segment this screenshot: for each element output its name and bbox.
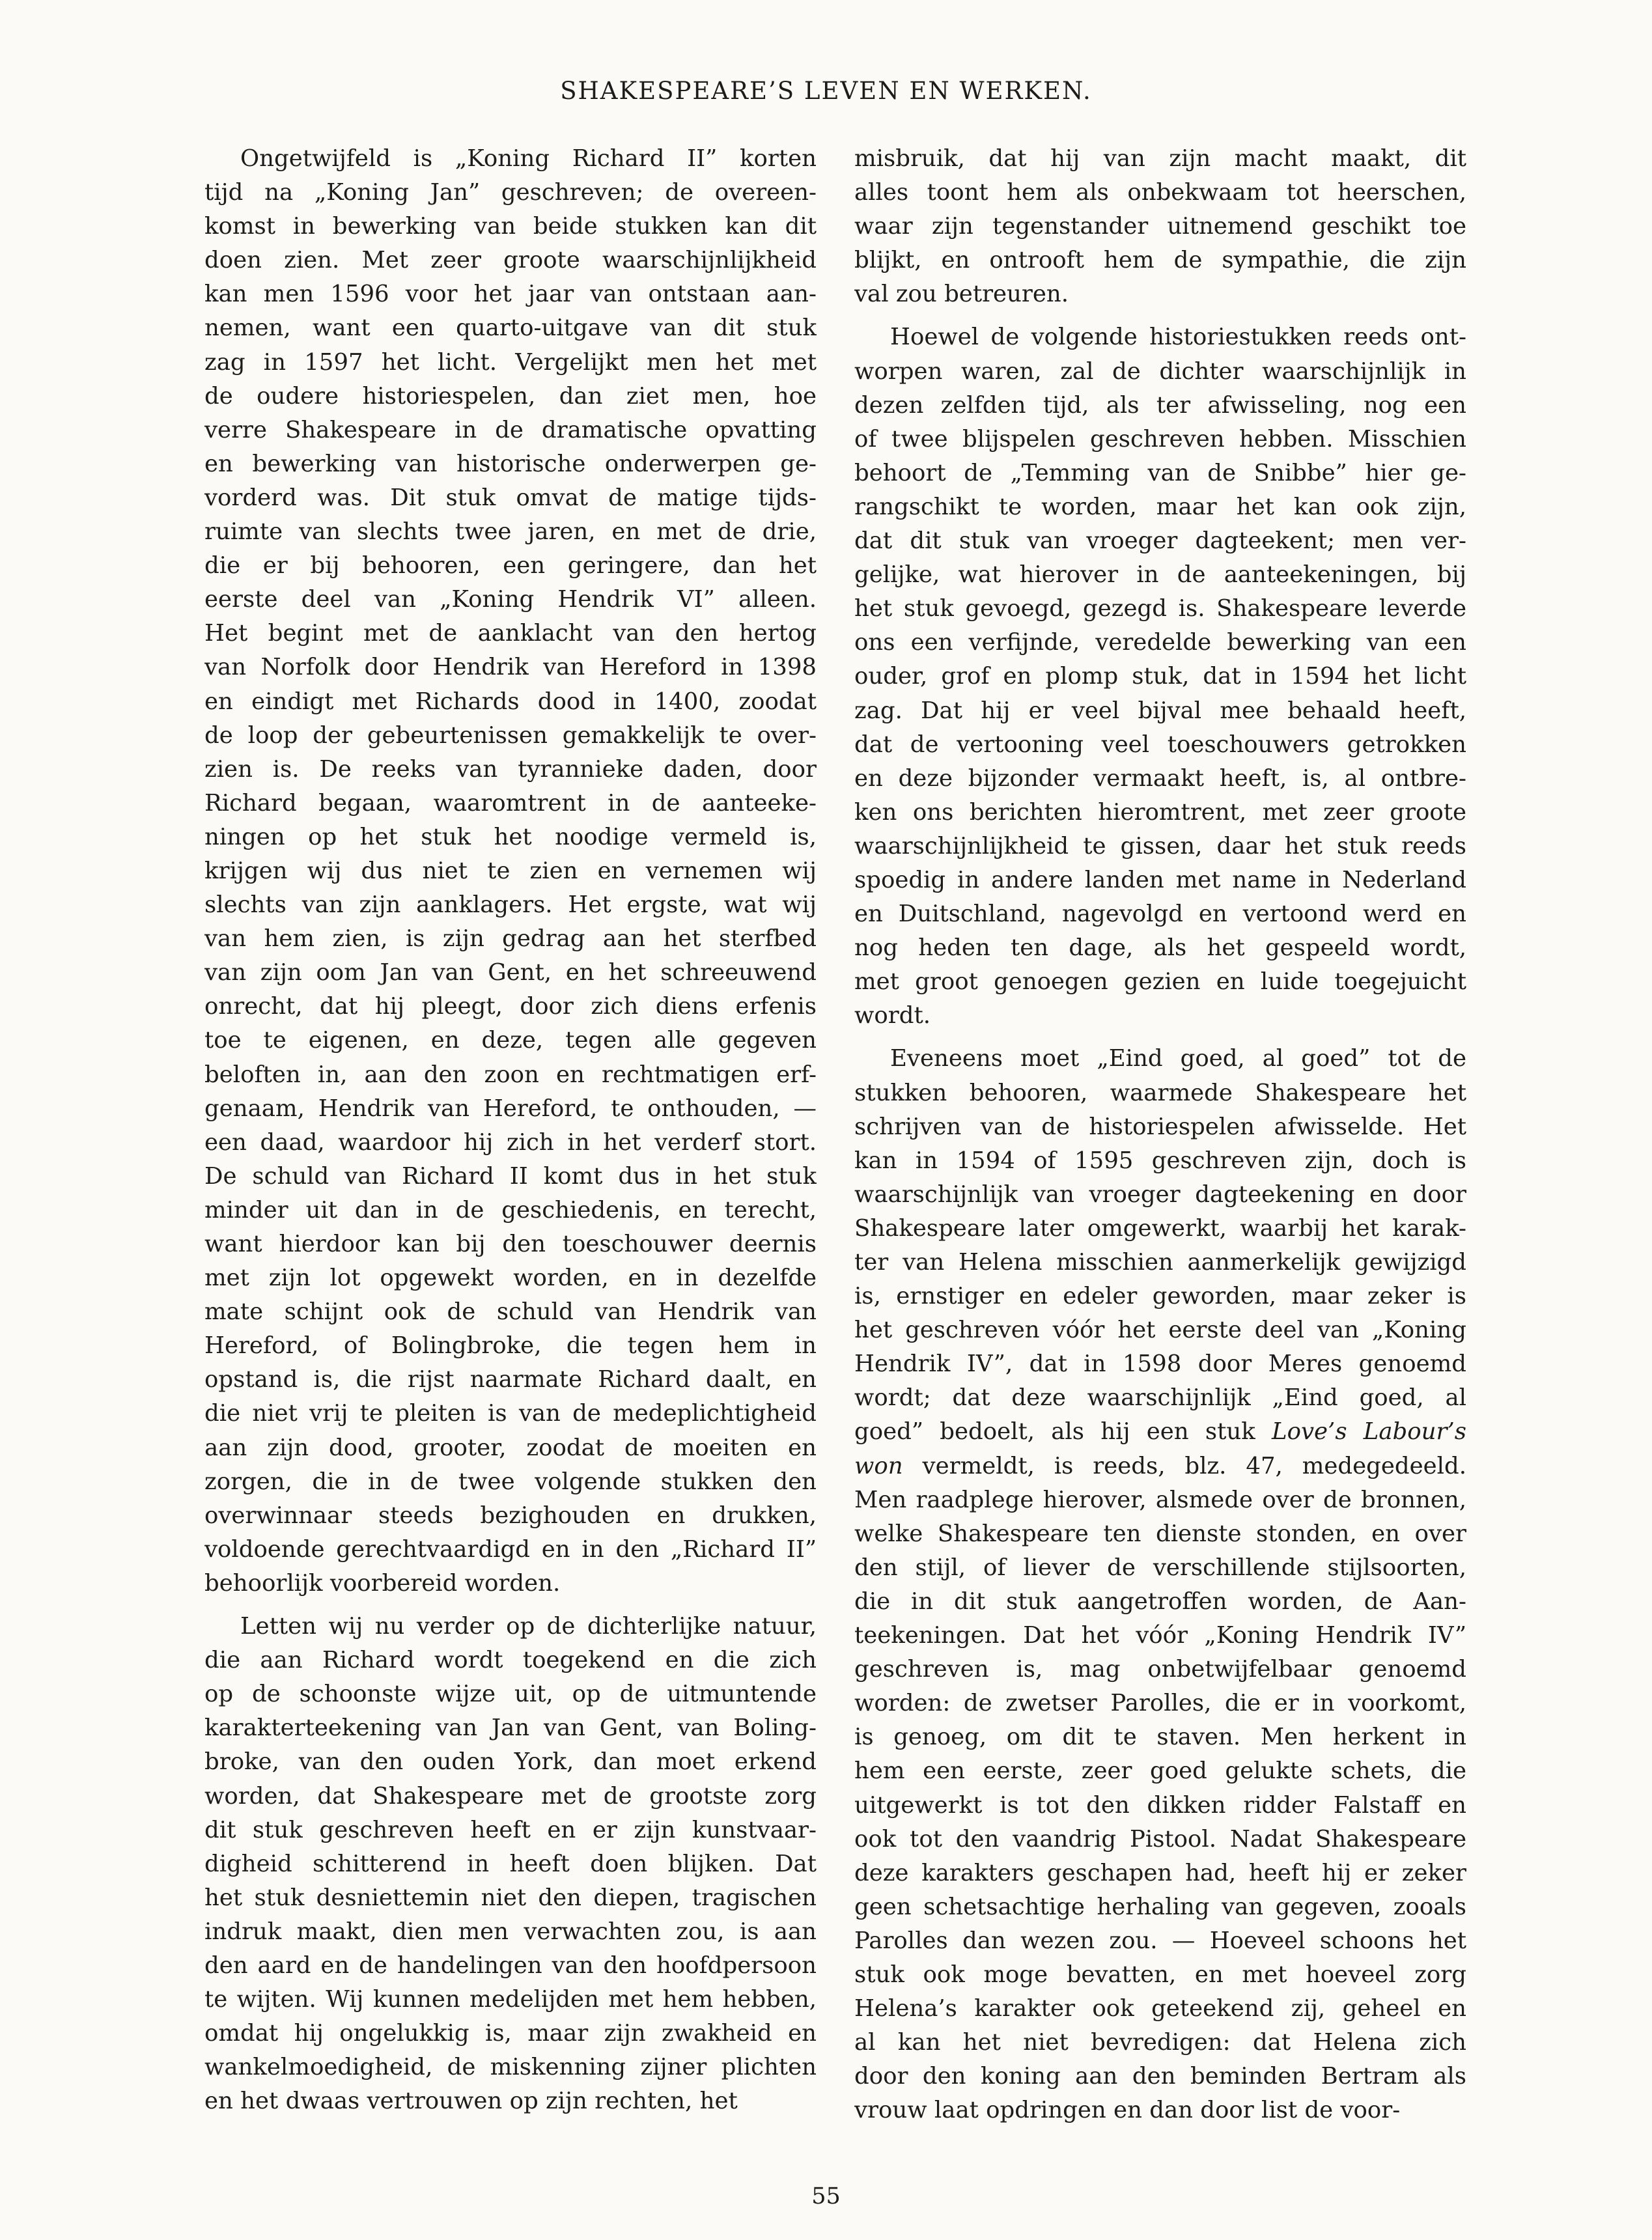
text-line: uitgewerkt is tot den dikken ridder Falstaff en <box>854 1791 1466 1819</box>
text-line: en Duitschland, nagevolgd en vertoond werd en <box>854 901 1466 928</box>
text-line: zag in 1597 het licht. Vergelijkt men het met <box>204 348 817 376</box>
text-line: Hereford, of Bolingbroke, die tegen hem in <box>204 1332 817 1360</box>
text-line: door den koning aan den beminden Bertram als <box>854 2063 1466 2090</box>
text-line: zag. Dat hij er veel bijval mee behaald heeft, <box>854 697 1466 724</box>
text-line: misbruik, dat hij van zijn macht maakt, dit <box>854 145 1466 172</box>
text-line: krijgen wij dus niet te zien en vernemen wij <box>204 857 817 884</box>
text-line: die in dit stuk aangetroffen worden, de Aan- <box>854 1588 1466 1615</box>
text-line: een daad, waardoor hij zich in het verderf stort. <box>204 1128 817 1156</box>
text-line: deze karakters geschapen had, heeft hij er zeker <box>854 1859 1466 1886</box>
text-line: vorderd was. Dit stuk omvat de matige tijds- <box>204 484 817 511</box>
text-line: het stuk gevoegd, gezegd is. Shakespeare leverde <box>854 595 1466 623</box>
text-line: Helena’s karakter ook geteekend zij, geheel en <box>854 1995 1466 2023</box>
text-line: schrijven van de historiespelen afwisselde. Het <box>854 1113 1466 1140</box>
left-text-column <box>204 142 817 2118</box>
text-line: ook tot den vaandrig Pistool. Nadat Shakespeare <box>854 1825 1466 1853</box>
text-line: zien is. De reeks van tyrannieke daden, door <box>204 755 817 783</box>
text-line: Ongetwijfeld is „Koning Richard II” korten <box>240 145 817 172</box>
text-line: den stijl, of liever de verschillende stijlsoorten, <box>854 1554 1466 1581</box>
text-line: en eindigt met Richards dood in 1400, zoodat <box>204 688 817 715</box>
text-line: geschreven is, mag onbetwijfelbaar genoemd <box>854 1656 1466 1683</box>
text-line: rangschikt te worden, maar het kan ook zijn, <box>854 493 1466 520</box>
text-line: en deze bijzonder vermaakt heeft, is, al ontbre- <box>854 764 1466 792</box>
text-line: dat dit stuk van vroeger dagteekent; men ver- <box>854 527 1466 555</box>
text-line: teekeningen. Dat het vóór „Koning Hendrik IV” <box>854 1622 1466 1649</box>
text-line: karakterteekening van Jan van Gent, van Boling- <box>204 1715 817 1742</box>
text-line: alles toont hem als onbekwaam tot heerschen, <box>854 179 1466 206</box>
paragraph <box>854 320 1466 1033</box>
text-line: Parolles dan wezen zou. — Hoeveel schoons het <box>854 1927 1466 1954</box>
text-line: worden: de zwetser Parolles, die er in voorkomt, <box>854 1690 1466 1717</box>
text-line: Eveneens moet „Eind goed, al goed” tot de <box>890 1045 1466 1072</box>
text-line: goed” bedoelt, als hij een stuk Love’s Labour’s <box>854 1418 1466 1446</box>
text-line: ter van Helena misschien aanmerkelijk gewijzigd <box>854 1249 1466 1276</box>
text-line: slechts van zijn aanklagers. Het ergste, wat wij <box>204 891 817 919</box>
text-line: die aan Richard wordt toegekend en die zich <box>204 1647 817 1674</box>
text-line: kan men 1596 voor het jaar van ontstaan aan- <box>204 281 817 308</box>
text-line: is genoeg, om dit te staven. Men herkent in <box>854 1724 1466 1751</box>
text-line: dit stuk geschreven heeft en er zijn kunstvaar- <box>204 1816 817 1843</box>
text-line: worden, dat Shakespeare met de grootste zorg <box>204 1782 817 1810</box>
text-line: won vermeldt, is reeds, blz. 47, medegedeeld. <box>854 1452 1466 1479</box>
text-line: geen schetsachtige herhaling van gegeven, zooals <box>854 1893 1466 1920</box>
text-line: Richard begaan, waaromtrent in de aanteeke- <box>204 789 817 817</box>
text-line: nemen, want een quarto-uitgave van dit stuk <box>204 315 817 342</box>
text-line: en het dwaas vertrouwen op zijn rechten, het <box>204 2088 738 2115</box>
text-line: het stuk desniettemin niet den diepen, tragischen <box>204 1884 817 1911</box>
text-line: met zijn lot opgewekt worden, en in dezelfde <box>204 1265 817 1292</box>
text-line: wordt; dat deze waarschijnlijk „Eind goed, al <box>854 1384 1466 1412</box>
text-line: op de schoonste wijze uit, op de uitmuntende <box>204 1681 817 1708</box>
text-line: behoorlijk voorbereid worden. <box>204 1569 561 1597</box>
text-line: Hendrik IV”, dat in 1598 door Meres genoemd <box>854 1351 1466 1378</box>
right-text-column <box>854 142 1466 2127</box>
text-line: Shakespeare later omgewerkt, waarbij het karak- <box>854 1214 1466 1242</box>
text-line: al kan het niet bevredigen: dat Helena zich <box>854 2029 1466 2056</box>
text-line: verre Shakespeare in de dramatische opvatting <box>204 416 817 443</box>
paragraph <box>854 142 1466 311</box>
text-line: omdat hij ongelukkig is, maar zijn zwakheid en <box>204 2020 817 2047</box>
text-line: gelijke, wat hierover in de aanteekeningen, bij <box>854 561 1466 589</box>
text-line: ningen op het stuk het noodige vermeld is, <box>204 823 817 850</box>
text-line: aan zijn dood, grooter, zoodat de moeiten en <box>204 1434 817 1461</box>
text-line: de loop der gebeurtenissen gemakkelijk te over- <box>204 721 817 749</box>
text-line: van Norfolk door Hendrik van Hereford in 1398 <box>204 654 817 681</box>
text-line: ouder, grof en plomp stuk, dat in 1594 het licht <box>854 663 1466 690</box>
text-line: vrouw laat opdringen en dan door list de voor- <box>854 2097 1401 2124</box>
text-line: Letten wij nu verder op de dichterlijke natuur, <box>240 1613 817 1640</box>
text-line: wordt. <box>854 1002 931 1029</box>
text-line: wankelmoedigheid, de miskenning zijner plichten <box>204 2054 817 2081</box>
text-line: van hem zien, is zijn gedrag aan het sterfbed <box>204 925 817 953</box>
text-line: zorgen, die in de twee volgende stukken den <box>204 1468 817 1495</box>
text-line: met groot genoegen gezien en luide toegejuicht <box>854 968 1466 996</box>
text-line: genaam, Hendrik van Hereford, te onthouden, — <box>204 1095 817 1122</box>
text-line: is, ernstiger en edeler geworden, maar zeker is <box>854 1283 1466 1310</box>
text-line: te wijten. Wij kunnen medelijden met hem hebben, <box>204 1986 817 2013</box>
text-line: ruimte van slechts twee jaren, en met de drie, <box>204 518 817 546</box>
text-line: den aard en de handelingen van den hoofdpersoon <box>204 1952 817 1979</box>
text-line: overwinnaar steeds bezighouden en drukken, <box>204 1502 817 1529</box>
paragraph <box>204 142 817 1601</box>
text-line: De schuld van Richard II komt dus in het stuk <box>204 1162 817 1190</box>
page-number: 55 <box>811 2183 841 2209</box>
text-line: van zijn oom Jan van Gent, en het schreeuwend <box>204 959 817 987</box>
text-line: toe te eigenen, en deze, tegen alle gegeven <box>204 1027 817 1054</box>
text-line: opstand is, die rijst naarmate Richard daalt, en <box>204 1366 817 1393</box>
text-line: blijkt, en ontrooft hem de sympathie, die zijn <box>854 247 1466 274</box>
text-line: behoort de „Temming van de Snibbe” hier ge- <box>854 459 1466 486</box>
text-line: minder uit dan in de geschiedenis, en terecht, <box>204 1196 817 1224</box>
text-line: digheid schitterend in heeft doen blijken. Dat <box>204 1850 817 1877</box>
text-line: mate schijnt ook de schuld van Hendrik van <box>204 1298 817 1326</box>
text-line: dat de vertooning veel toeschouwers getrokken <box>854 731 1466 758</box>
text-line: eerste deel van „Koning Hendrik VI” alleen. <box>204 586 817 613</box>
text-line: want hierdoor kan bij den toeschouwer deernis <box>204 1231 817 1257</box>
text-line: onrecht, dat hij pleegt, door zich diens erfenis <box>204 993 817 1020</box>
paragraph <box>204 1610 817 2118</box>
text-line: komst in bewerking van beide stukken kan dit <box>204 213 817 240</box>
text-line: beloften in, aan den zoon en rechtmatigen erf- <box>204 1061 817 1088</box>
text-line: Hoewel de volgende historiestukken reeds ont- <box>890 324 1466 351</box>
text-line: of twee blijspelen geschreven hebben. Misschien <box>854 425 1466 453</box>
text-line: waarschijnlijkheid te gissen, daar het stuk reeds <box>854 832 1466 860</box>
text-line: waarschijnlijk van vroeger dagteekening en door <box>854 1181 1466 1208</box>
text-line: Het begint met de aanklacht van den hertog <box>204 620 817 647</box>
text-line: de oudere historiespelen, dan ziet men, hoe <box>204 382 817 410</box>
text-line: tijd na „Koning Jan” geschreven; de overeen- <box>204 179 817 206</box>
text-line: doen zien. Met zeer groote waarschijnlijkheid <box>204 247 817 274</box>
text-line: en bewerking van historische onderwerpen ge- <box>204 450 817 477</box>
running-title: SHAKESPEARE’S LEVEN EN WERKEN. <box>560 77 1092 105</box>
text-line: hem een eerste, zeer goed gelukte schets, die <box>854 1757 1466 1785</box>
text-line: die niet vrij te pleiten is van de medeplichtigheid <box>204 1400 817 1427</box>
text-line: kan in 1594 of 1595 geschreven zijn, doch is <box>854 1147 1466 1174</box>
text-line: broke, van den ouden York, dan moet erkend <box>204 1748 817 1776</box>
text-line: ons een verfijnde, veredelde bewerking van een <box>854 629 1466 656</box>
text-line: Men raadplege hierover, alsmede over de bronnen, <box>854 1486 1466 1513</box>
text-line: nog heden ten dage, als het gespeeld wordt, <box>854 934 1466 962</box>
paragraph <box>854 1042 1466 2127</box>
text-line: val zou betreuren. <box>854 281 1069 308</box>
text-line: spoedig in andere landen met name in Nederland <box>854 866 1466 893</box>
text-line: voldoende gerechtvaardigd en in den „Richard II” <box>204 1535 817 1563</box>
text-line: welke Shakespeare ten dienste stonden, en over <box>854 1520 1466 1547</box>
text-line: die er bij behooren, een geringere, dan het <box>204 552 817 580</box>
text-line: stuk ook moge bevatten, en met hoeveel zorg <box>854 1961 1466 1988</box>
text-line: dezen zelfden tijd, als ter afwisseling, nog een <box>854 391 1466 419</box>
text-line: stukken behooren, waarmede Shakespeare het <box>854 1079 1466 1106</box>
text-line: ken ons berichten hieromtrent, met zeer groote <box>854 798 1466 826</box>
text-line: worpen waren, zal de dichter waarschijnlijk in <box>854 357 1466 385</box>
text-line: het geschreven vóór het eerste deel van „Koning <box>854 1317 1466 1344</box>
text-line: indruk maakt, dien men verwachten zou, is aan <box>204 1918 817 1945</box>
text-line: waar zijn tegenstander uitnemend geschikt toe <box>854 213 1466 240</box>
